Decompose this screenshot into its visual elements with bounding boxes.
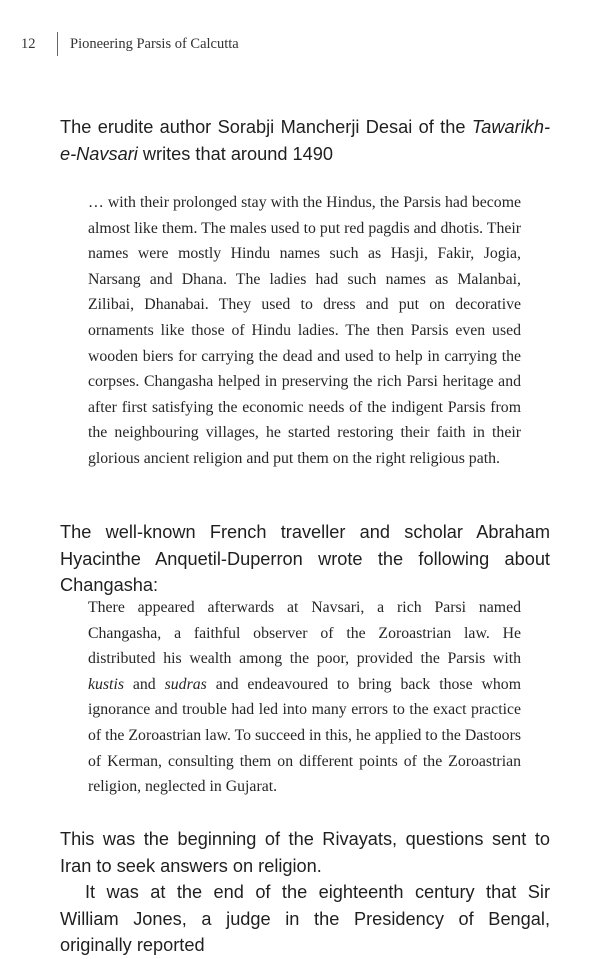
block-quote-anquetil <box>88 595 521 800</box>
quote-text-part1: There appeared afterwards at Navsari, a rich Parsi named Changasha, a faithful observer of the Zoroastrian law. He distributed his wealth among the poor, provided the Parsis with <box>88 599 521 668</box>
page-number: 12 <box>21 35 36 52</box>
running-header <box>21 32 239 56</box>
paragraph-intro <box>60 114 550 167</box>
quote-text-part3: and endeavoured to bring back those whom ignorance and trouble had led into many errors to the exact practice of the Zoroastrian law. To succeed in this, he applied to the Dastoors of Kerman, consulting them on different points of the Zoroastrian religion, neglected in Gujarat. <box>88 675 521 796</box>
block-quote-desai: … with their prolonged stay with the Hindus, the Parsis had become almost like them. The males used to put red pagdis and dhotis. Their names were mostly Hindu names such as Hasji, Fakir, Jogia, Narsang and Dhana. The ladies had such names as Malanbai, Zilibai, Dhanabai. They used to dress and put on decorative ornaments like those of Hindu ladies. The then Parsis even used wooden biers for carrying the dead and used to help in carrying the corpses. Changasha helped in preserving the rich Parsi heritage and after first satisfying the economic needs of the indigent Parsis from the neighbouring villages, he started restoring their faith in their glorious ancient religion and put them on the right religious path. <box>88 194 521 467</box>
intro-text-start: The erudite author Sorabji Mancherji Desai of the <box>60 117 472 137</box>
header-divider <box>57 32 58 56</box>
paragraph-rivayats: This was the beginning of the Rivayats, questions sent to Iran to seek answers on religion. <box>60 829 550 876</box>
intro-text-end: writes that around 1490 <box>137 143 333 164</box>
term-sudras: sudras <box>164 675 207 693</box>
term-kustis: kustis <box>88 675 124 693</box>
paragraph-william-jones: It was at the end of the eighteenth century that Sir William Jones, a judge in the Presidency of Bengal, originally reported <box>60 882 550 955</box>
paragraph-anquetil: The well-known French traveller and scholar Abraham Hyacinthe Anquetil-Duperron wrote the following about Changasha: <box>60 522 550 595</box>
quote-text-part2: and <box>123 675 165 693</box>
running-title: Pioneering Parsis of Calcutta <box>70 35 239 52</box>
book-title: Tawarikh-e-Navsari <box>60 117 550 164</box>
